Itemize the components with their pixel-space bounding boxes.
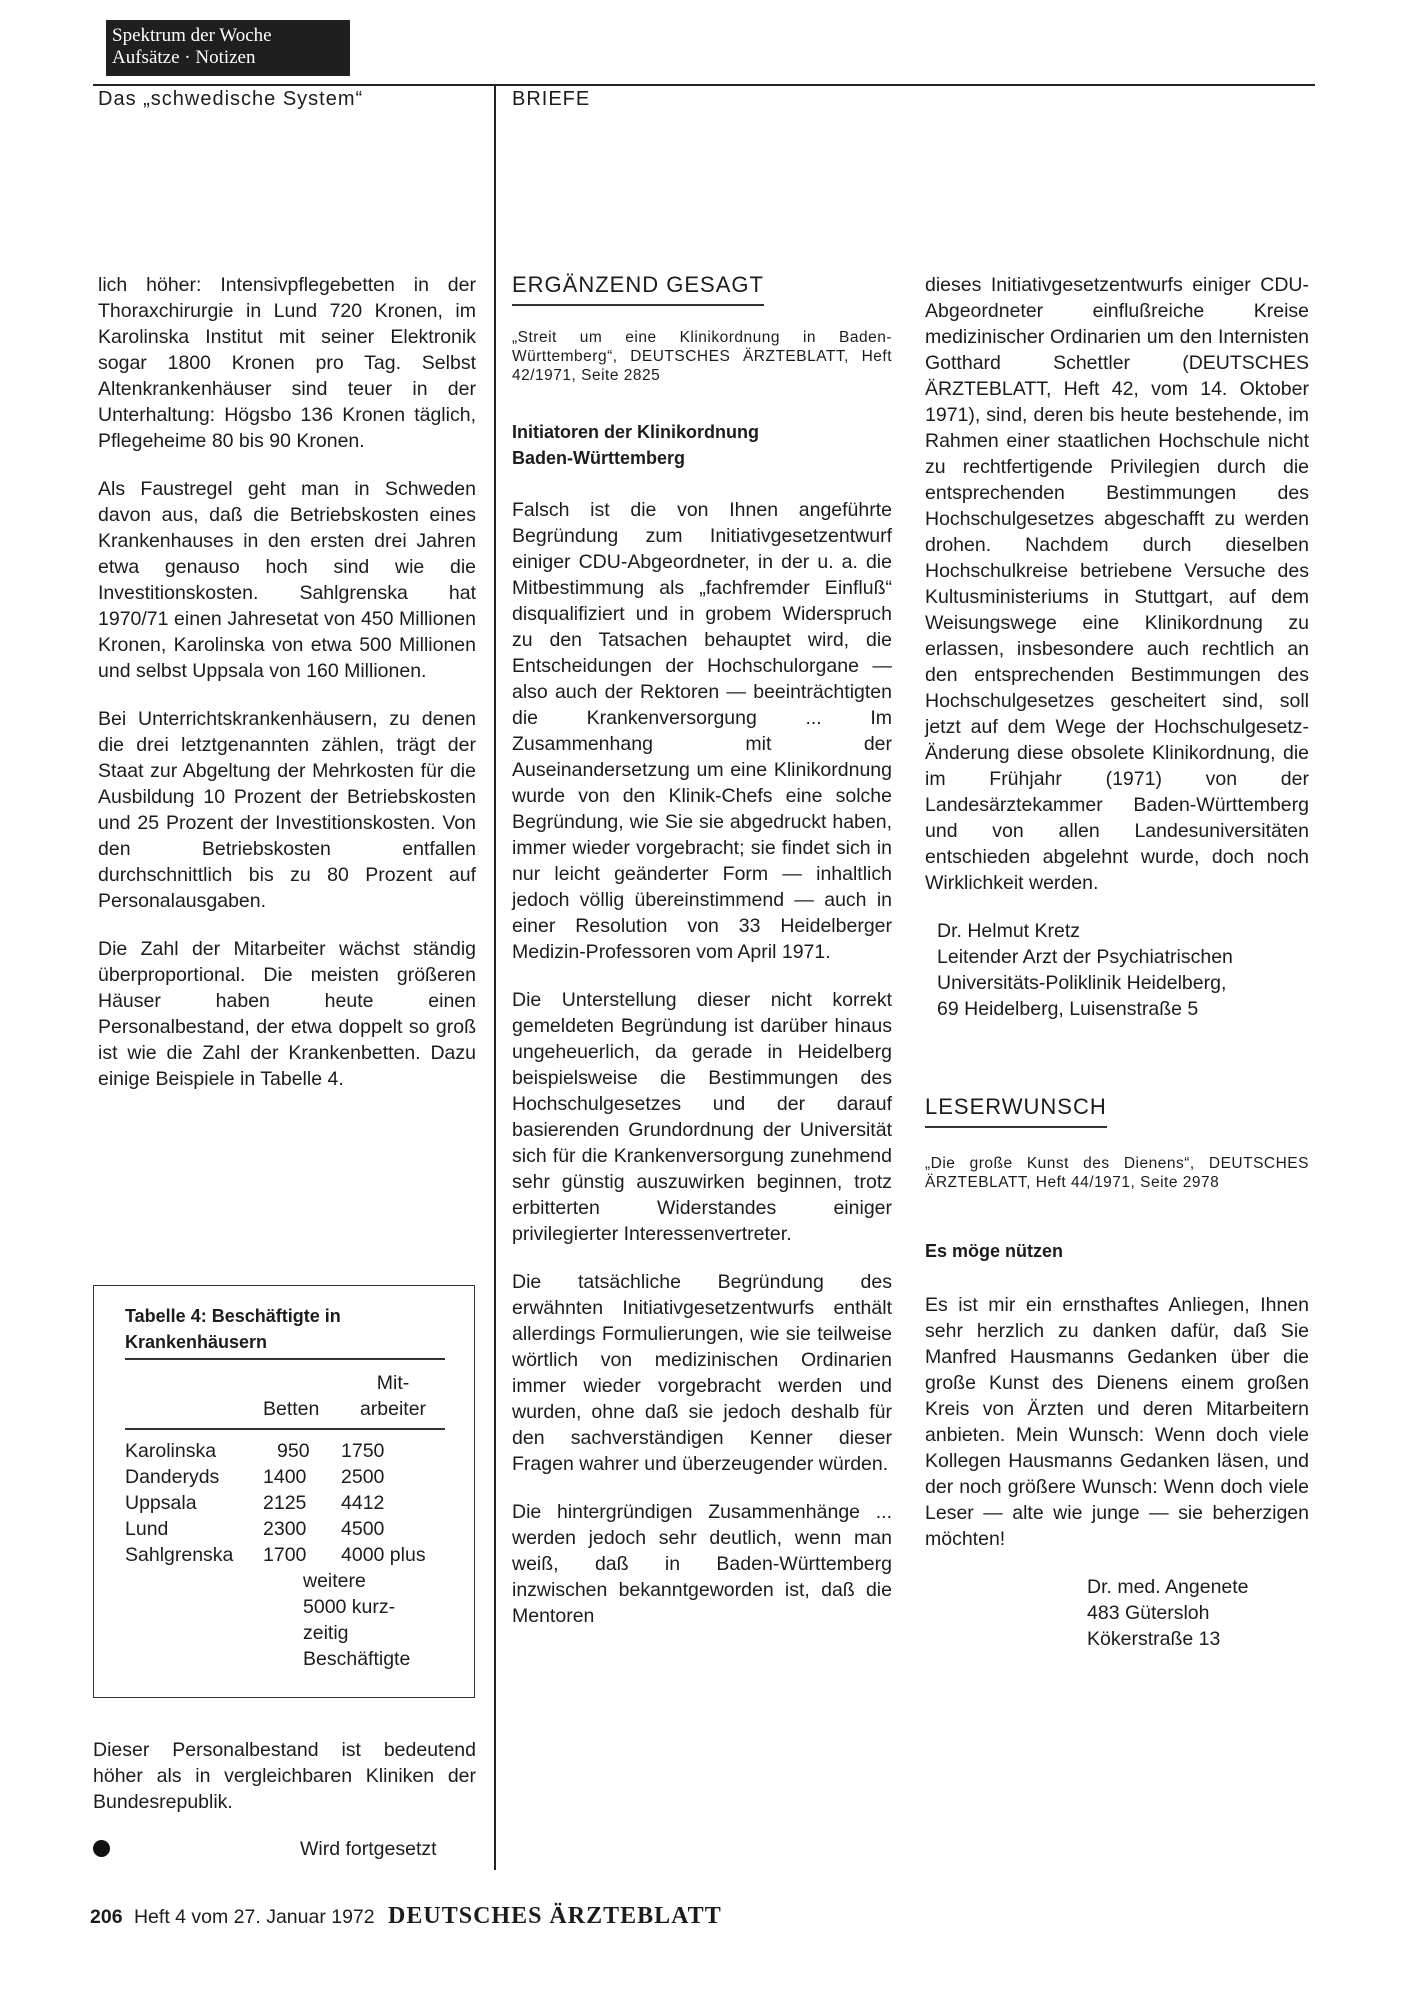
- section-header: [106, 20, 350, 76]
- middle-paragraph-4: Die hintergründigen Zusammenhänge ... werden jedoch sehr deutlich, wenn man weiß, daß in Baden-Württemberg inzwischen bekanntgeworden ist, daß die Mentoren: [512, 1501, 892, 1627]
- table-4-title: [125, 1303, 445, 1355]
- table-row: [125, 1542, 445, 1568]
- table-row: [125, 1464, 445, 1490]
- leserwunsch-citation: „Die große Kunst des Dienens“, DEUTSCHES ÄRZTEBLATT, Heft 44/1971, Seite 2978: [925, 1155, 1309, 1191]
- section-header-line1: Spektrum der Woche: [112, 25, 272, 46]
- row-mitarbeiter: 1750: [341, 1439, 385, 1462]
- left-paragraph-1: lich höher: Intensivpflegebetten in der Thoraxchirurgie in Lund 720 Kronen, im Karolinska Institut mit seiner Elektronik sogar 1800 Kronen pro Tag. Selbst Altenkrankenhäuser sind teuer in der Unterhaltung: Högsbo 136 Kronen täglich, Pflegeheime 80 bis 90 Kronen.: [98, 274, 476, 452]
- issue-info: Heft 4 vom 27. Januar 1972: [133, 1906, 375, 1928]
- row-name: Lund: [125, 1517, 169, 1540]
- middle-paragraph-3: Die tatsächliche Begründung des erwähnten Initiativgesetzentwurfs enthält allerdings Formulierungen, wie sie teilweise wörtlich von medizinischen Ordinarien immer wieder vorgebracht werden und wurden, ohne daß sie jedoch deshalb für den sachverständigen Kenner dieser Fragen wahrer und überzeugender würden.: [512, 1271, 892, 1475]
- left-column: [98, 272, 476, 1092]
- signature-line: Leitender Arzt der Psychiatrischen: [937, 946, 1233, 968]
- right-paragraph-2: Es ist mir ein ernsthaftes Anliegen, Ihnen sehr herzlich zu danken dafür, daß Sie Manfred Hausmanns Gedanken über die große Kunst des Dienens einem großen Kreis von Ärzten und deren Mitarbeitern anbieten. Mein Wunsch: Wenn doch viele Kollegen Hausmanns Gedanken läsen, und der noch größere Wunsch: Wenn doch viele Leser — alte wie junge — sie beherzigen möchten!: [925, 1294, 1309, 1550]
- middle-paragraphs: [512, 497, 892, 1629]
- section-header-line2: Aufsätze · Notizen: [112, 47, 256, 68]
- middle-paragraph-2: Die Unterstellung dieser nicht korrekt gemeldeten Begründung ist darüber hinaus ungeheuerlich, da gerade in Heidelberg beispielsweise die Bestimmungen des Hochschulgesetzes und der darauf basierenden Grundordnung der Universität sich für die Krankenversorgung zunehmend sehr günstig auszuwirken beginnen, trotz erbitterten Widerstandes einiger privilegierter Interessenvertreter.: [512, 989, 892, 1245]
- extra-line: Beschäftigte: [303, 1647, 411, 1670]
- col-header-mitarbeiter: [341, 1370, 445, 1422]
- signature-line: Universitäts-Poliklinik Heidelberg,: [937, 972, 1227, 994]
- left-after-table: [93, 1737, 476, 1815]
- middle-column: [512, 272, 892, 1629]
- col-header-betten: Betten: [263, 1398, 320, 1420]
- row-betten: 1400: [263, 1465, 307, 1488]
- signature-line: Dr. med. Angenete: [1087, 1576, 1249, 1598]
- signature-line: 483 Gütersloh: [1087, 1602, 1210, 1624]
- table-4-title-rule: [125, 1358, 445, 1360]
- row-name: Sahlgrenska: [125, 1543, 234, 1566]
- magazine-name: DEUTSCHES ÄRZTEBLATT: [388, 1903, 722, 1929]
- page-number: 206: [90, 1906, 123, 1928]
- row-extra-note: [263, 1568, 445, 1672]
- table-row: [125, 1516, 445, 1542]
- signature-kretz: [925, 918, 1309, 1022]
- col-header-mitarbeiter-2: arbeiter: [359, 1398, 427, 1420]
- row-betten: 950: [277, 1439, 310, 1462]
- extra-line: weitere: [303, 1569, 366, 1592]
- ergaenzend-citation: „Streit um eine Klinikordnung in Baden-Württemberg“, DEUTSCHES ÄRZTEBLATT, Heft 42/1971, Seite 2825: [512, 329, 892, 384]
- table-row: [125, 1438, 445, 1464]
- left-paragraph-3: Bei Unterrichtskrankenhäusern, zu denen die drei letztgenannten zählen, trägt der Staat zur Abgeltung der Mehrkosten für die Ausbildung 10 Prozent der Betriebskosten und 25 Prozent der Investitionskosten. Von den Betriebskosten entfallen durchschnittlich bis zu 80 Prozent auf Personalausgaben.: [98, 708, 476, 912]
- right-paragraph-1: dieses Initiativgesetzentwurfs einiger CDU-Abgeordneter einflußreiche Kreise medizinischer Ordinarien um den Internisten Gotthard Schettler (DEUTSCHES ÄRZTEBLATT, Heft 42, vom 14. Oktober 1971), sind, deren bis heute bestehende, im Rahmen einer staatlichen Hochschule nicht zu rechtfertigende Privilegien durch die entsprechenden Bestimmungen des Hochschulgesetzes abgeschafft zu werden drohen. Nachdem durch dieselben Hochschulkreise betriebene Versuche des Kultusministeriums in Stuttgart, auf dem Weisungswege eine Klinikordnung zu erlassen, insbesondere auch rechtlich an den entsprechenden Bestimmungen des Hochschulgesetzes gescheitert sind, soll jetzt auf dem Wege der Hochschulgesetz-Änderung diese obsolete Klinikordnung, die im Frühjahr (1971) von der Landesärztekammer Baden-Württemberg und von allen Landesuniversitäten entschieden abgelehnt wurde, doch noch Wirklichkeit werden.: [925, 274, 1309, 894]
- row-name: Karolinska: [125, 1439, 217, 1462]
- col-header-mitarbeiter-1: Mit-: [376, 1372, 410, 1394]
- extra-line: 5000 kurz-: [303, 1595, 396, 1618]
- row-betten: 2300: [263, 1517, 307, 1540]
- leserwunsch-subhead: Es möge nützen: [925, 1241, 1064, 1261]
- middle-paragraph-1: Falsch ist die von Ihnen angeführte Begründung zum Initiativgesetzentwurf einiger CDU-Abgeordneter, in der u. a. die Mitbestimmung als „fachfremder Einfluß“ disqualifiziert und in grobem Widerspruch zu den Tatsachen behauptet wird, die Entscheidungen der Hochschulorgane — also auch der Rektoren — beeinträchtigten die Krankenversorgung ... Im Zusammenhang mit der Auseinandersetzung um eine Klinikordnung wurde von den Klinik-Chefs eine solche Begründung, wie Sie sie abgedruckt haben, immer wieder vorgebracht; sie findet sich in nur leicht geänderter Form — inhaltlich jedoch völlig übereinstimmend — auch in einer Resolution von 33 Heidelberger Medizin-Professoren vom April 1971.: [512, 499, 892, 963]
- table-4: [125, 1370, 445, 1672]
- left-paragraph-2: Als Faustregel geht man in Schweden davon aus, daß die Betriebskosten eines Krankenhauses in den ersten drei Jahren etwa genauso hoch sind wie die Investitionskosten. Sahlgrenska hat 1970/71 einen Jahresetat von 450 Millionen Kronen, Karolinska von etwa 500 Millionen und selbst Uppsala von 160 Millionen.: [98, 478, 476, 682]
- table-header-row: [125, 1370, 445, 1422]
- ergaenzend-subhead: [512, 419, 892, 471]
- table-row: [125, 1490, 445, 1516]
- signature-angenete: [925, 1574, 1309, 1652]
- page-footer: [90, 1903, 722, 1930]
- top-rule: [93, 84, 1315, 86]
- left-paragraph-after-table: Dieser Personalbestand ist bedeutend höher als in vergleichbaren Kliniken der Bundesrepublik.: [93, 1739, 476, 1813]
- left-column-title: Das „schwedische System“: [98, 88, 364, 110]
- row-mitarbeiter: 4000 plus: [341, 1543, 426, 1566]
- table-4-title-line2: Krankenhäusern: [125, 1332, 268, 1352]
- leserwunsch-heading: LESERWUNSCH: [925, 1094, 1107, 1128]
- row-betten: 2125: [263, 1491, 307, 1514]
- table-row-extra: [125, 1568, 445, 1672]
- row-name: Uppsala: [125, 1491, 197, 1514]
- continued-note: Wird fortgesetzt: [300, 1838, 437, 1860]
- row-mitarbeiter: 4500: [341, 1517, 385, 1540]
- extra-line: zeitig: [303, 1621, 349, 1644]
- left-paragraph-4: Die Zahl der Mitarbeiter wächst ständig überproportional. Die meisten größeren Häuser haben heute einen Personalbestand, der etwa doppelt so groß ist wie die Zahl der Krankenbetten. Dazu einige Beispiele in Tabelle 4.: [98, 938, 476, 1090]
- ergaenzend-heading: ERGÄNZEND GESAGT: [512, 272, 764, 306]
- right-column: [925, 272, 1309, 1652]
- row-mitarbeiter: 2500: [341, 1465, 385, 1488]
- subhead-line1: Initiatoren der Klinikordnung: [512, 422, 759, 442]
- table-4-title-line1: Tabelle 4: Beschäftigte in: [125, 1306, 341, 1326]
- row-name: Danderyds: [125, 1465, 220, 1488]
- row-mitarbeiter: 4412: [341, 1491, 385, 1514]
- signature-line: Dr. Helmut Kretz: [937, 920, 1081, 942]
- subhead-line2: Baden-Württemberg: [512, 448, 686, 468]
- table-header-rule: [125, 1428, 445, 1430]
- column-divider: [494, 84, 496, 1870]
- signature-line: Kökerstraße 13: [1087, 1628, 1221, 1650]
- row-betten: 1700: [263, 1543, 307, 1566]
- signature-line: 69 Heidelberg, Luisenstraße 5: [937, 998, 1199, 1020]
- briefe-title: BRIEFE: [512, 88, 591, 110]
- end-bullet-icon: [93, 1840, 110, 1857]
